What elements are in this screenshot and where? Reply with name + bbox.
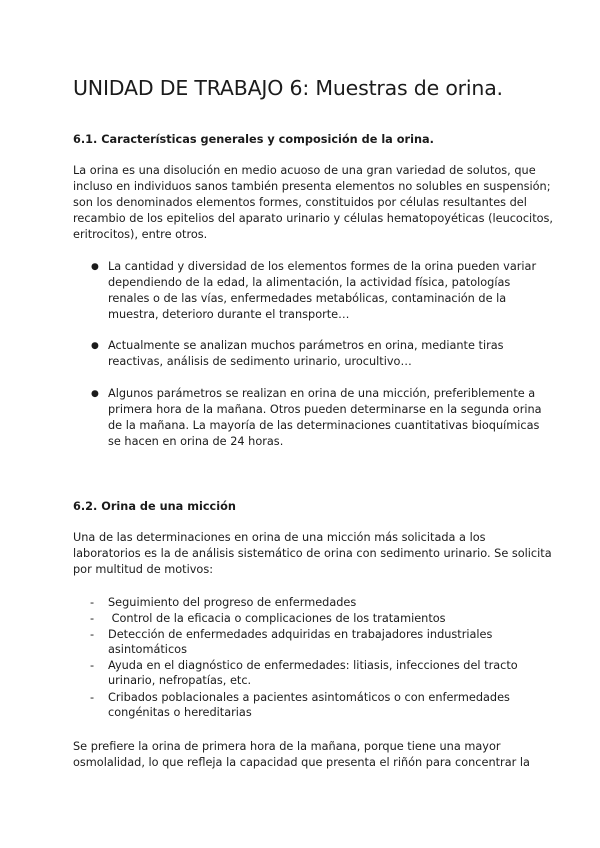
bullet-dot-icon: ● <box>91 341 99 351</box>
dash-bullet-icon: - <box>90 596 95 609</box>
text-line: dependiendo de la edad, la alimentación, la actividad física, patologías <box>108 276 511 289</box>
text-line: eritrocitos), entre otros. <box>73 228 208 241</box>
bullet-item-sampling-time <box>91 386 542 450</box>
dash-item-screening <box>90 690 528 720</box>
text-line: Actualmente se analizan muchos parámetros en orina, mediante tiras <box>108 339 504 352</box>
section-2-intro <box>73 530 552 578</box>
text-line: muestra, deterioro durante el transporte… <box>108 308 350 321</box>
text-line: primera hora de la mañana. Otros pueden determinarse en la segunda orina <box>108 403 542 416</box>
section-1-heading: 6.1. Características generales y composición de la orina. <box>73 133 434 146</box>
section-2-heading: 6.2. Orina de una micción <box>73 500 236 513</box>
text-line: asintomáticos <box>108 643 187 656</box>
text-line: se hacen en orina de 24 horas. <box>108 435 284 448</box>
text-line: congénitas o hereditarias <box>108 706 252 719</box>
dash-bullet-icon: - <box>90 612 95 625</box>
dash-bullet-icon: - <box>90 659 95 672</box>
text-line: Detección de enfermedades adquiridas en trabajadores industriales <box>108 628 493 641</box>
section-1-intro <box>73 163 554 243</box>
text-line: por multitud de motivos: <box>73 563 214 576</box>
bullet-item-parameters <box>91 338 528 370</box>
dash-item-diagnosis <box>90 658 528 688</box>
text-line: Seguimiento del progreso de enfermedades <box>108 596 357 609</box>
dash-bullet-icon: - <box>90 691 95 704</box>
page-title: UNIDAD DE TRABAJO 6: Muestras de orina. <box>73 76 503 100</box>
text-line: Ayuda en el diagnóstico de enfermedades: litiasis, infecciones del tracto <box>108 659 518 672</box>
text-line: Cribados poblacionales a pacientes asintomáticos o con enfermedades <box>108 691 510 704</box>
text-line: Se prefiere la orina de primera hora de la mañana, porque tiene una mayor <box>73 740 501 753</box>
text-line: Control de la eficacia o complicaciones de los tratamientos <box>108 612 446 625</box>
text-line: de la mañana. La mayoría de las determinaciones cuantitativas bioquímicas <box>108 419 540 432</box>
text-line: La cantidad y diversidad de los elementos formes de la orina pueden variar <box>108 260 537 273</box>
text-line: incluso en individuos sanos también presenta elementos no solubles en suspensión; <box>73 180 551 193</box>
dash-item-industrial <box>90 627 528 657</box>
bullet-item-variability <box>91 259 537 323</box>
text-line: reactivas, análisis de sedimento urinario, urocultivo… <box>108 355 412 368</box>
text-line: urinario, nefropatías, etc. <box>108 674 252 687</box>
text-line: laboratorios es la de análisis sistemático de orina con sedimento urinario. Se solicita <box>73 547 552 560</box>
bullet-dot-icon: ● <box>91 262 99 272</box>
section-2-closing <box>73 739 533 771</box>
dash-item-treatment-control <box>90 611 528 626</box>
dash-bullet-icon: - <box>90 628 95 641</box>
text-line: son los denominados elementos formes, constituidos por células resultantes del <box>73 196 527 209</box>
bullet-dot-icon: ● <box>91 389 99 399</box>
text-line: La orina es una disolución en medio acuoso de una gran variedad de solutos, que <box>73 164 536 177</box>
text-line: renales o de las vías, enfermedades metabólicas, contaminación de la <box>108 292 507 305</box>
text-line: recambio de los epitelios del aparato urinario y células hematopoyéticas (leucocitos, <box>73 212 554 225</box>
text-line: Algunos parámetros se realizan en orina de una micción, preferiblemente a <box>108 387 536 400</box>
dash-item-progress <box>90 595 528 610</box>
text-line: Una de las determinaciones en orina de una micción más solicitada a los <box>73 531 486 544</box>
text-line: osmolalidad, lo que refleja la capacidad que presenta el riñón para concentrar la <box>73 756 530 769</box>
